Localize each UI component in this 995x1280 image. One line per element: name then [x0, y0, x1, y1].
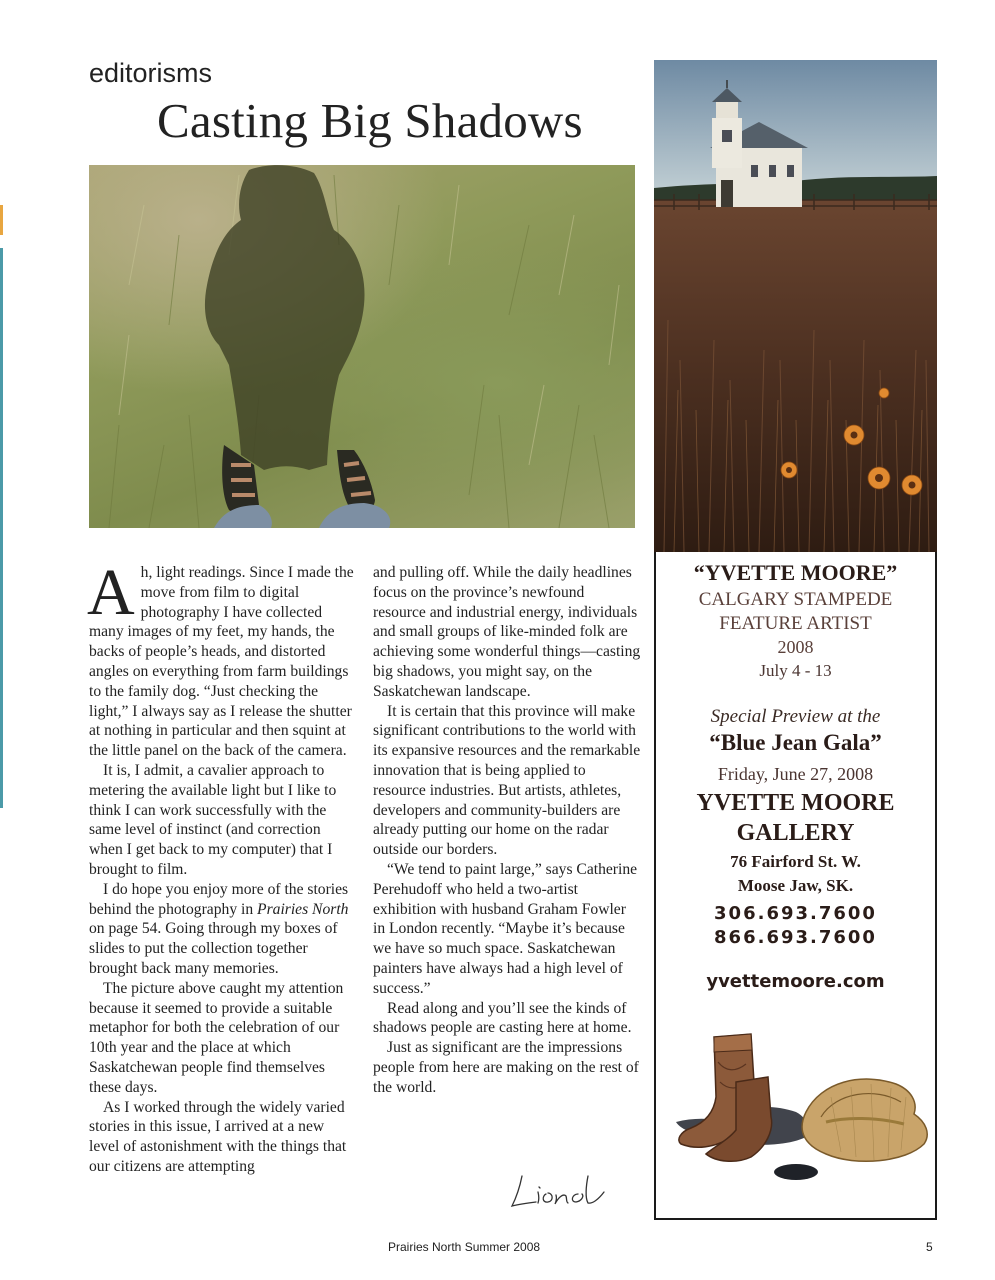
ad-phone-1: 306.693.7600 [714, 903, 877, 924]
ad-artist-name: “YVETTE MOORE” [693, 560, 898, 585]
ad-preview: Special Preview at the [710, 706, 881, 727]
signature [508, 1170, 618, 1214]
ad-gallery-line-2: GALLERY [736, 820, 855, 846]
paragraph-1: Ah, light readings. Since I made the move from film to digital photography I have collected many images of my feet, my hands, the backs of people’s heads, and distorted angles on everything from farm buildings to the family dog. “Just checking the light,” I always say as I release the shutter at nothing in particular and then squint at the little panel on the back of the camera. [87, 556, 354, 760]
edge-tab-teal [0, 248, 3, 808]
section-label: editorisms [89, 58, 213, 88]
ad-dates: July 4 - 13 [759, 661, 832, 680]
ad-gala-date: Friday, June 27, 2008 [717, 764, 874, 784]
ad-event-line-1: CALGARY STAMPEDE [698, 589, 893, 610]
ad-phone-2: 866.693.7600 [714, 927, 877, 948]
paragraph-6: and pulling off. While the daily headlines focus on the province’s newfound resource and industrial energy, individuals and small groups of like-minded folk are achieving some wonderful things—casting big shadows, you might say, on the Saskatchewan landscape. [373, 564, 641, 700]
publication-reference: Prairies North [257, 900, 349, 918]
ad-gala-name: “Blue Jean Gala” [709, 730, 882, 755]
paragraph-9: Read along and you’ll see the kinds of shadows people are casting here at home. [373, 999, 632, 1037]
advertisement [654, 60, 937, 1222]
paragraph-3: I do hope you enjoy more of the stories behind the photography in Prairies North on page 54. Going through my boxes of slides to put the collection together brought back many memories. [89, 880, 349, 977]
boots-and-hat-illustration [656, 1022, 935, 1212]
ad-address: 76 Fairford St. W. [730, 852, 861, 871]
ad-text-panel [654, 552, 937, 1220]
article-column-2 [373, 563, 641, 1098]
paragraph-4: The picture above caught my attention because it seemed to provide a suitable metaphor for both the celebration of our 10th year and the place at which Saskatchewan people find themselves these days. [89, 979, 344, 1096]
shadow-photo-illustration [89, 165, 635, 528]
page-number: 5 [926, 1240, 933, 1254]
article-photo [89, 165, 635, 528]
paragraph-5: As I worked through the widely varied stories in this issue, I arrived at a new level of astonishment with the things that our citizens are attempting [89, 1098, 347, 1175]
paragraph-7: It is certain that this province will make significant contributions to the world with its expansive resources and the remarkable innovation that is being applied to resource industries. But artists, athletes, developers and community-builders are already putting our home on the radar outside our borders. [373, 702, 641, 859]
ad-event-line-2: FEATURE ARTIST [719, 613, 872, 634]
edge-tab-orange [0, 205, 3, 235]
ad-year: 2008 [777, 637, 814, 657]
ad-city: Moose Jaw, SK. [737, 876, 854, 895]
footer-publication: Prairies North Summer 2008 [388, 1240, 541, 1254]
paragraph-8: “We tend to paint large,” says Catherine Perehudoff who held a two-artist exhibition with husband Graham Fowler in London recently. “Maybe it’s because we have so much space. Saskatchewan painters have always had a high level of success.” [373, 860, 638, 997]
article-column-1 [87, 556, 355, 1177]
church-field-painting [654, 60, 937, 552]
ad-gallery-line-1: YVETTE MOORE [696, 790, 895, 816]
article-title: Casting Big Shadows [157, 93, 583, 148]
drop-cap: A [87, 556, 135, 629]
paragraph-2: It is, I admit, a cavalier approach to metering the available light but I like to think I can work successfully with the same level of instinct (and correction when I get back to my computer) that I brought to film. [89, 761, 337, 878]
ad-painting [654, 60, 937, 552]
ad-website: yvettemoore.com [706, 971, 885, 992]
paragraph-10: Just as significant are the impressions people from here are making on the rest of the world. [373, 1039, 639, 1096]
